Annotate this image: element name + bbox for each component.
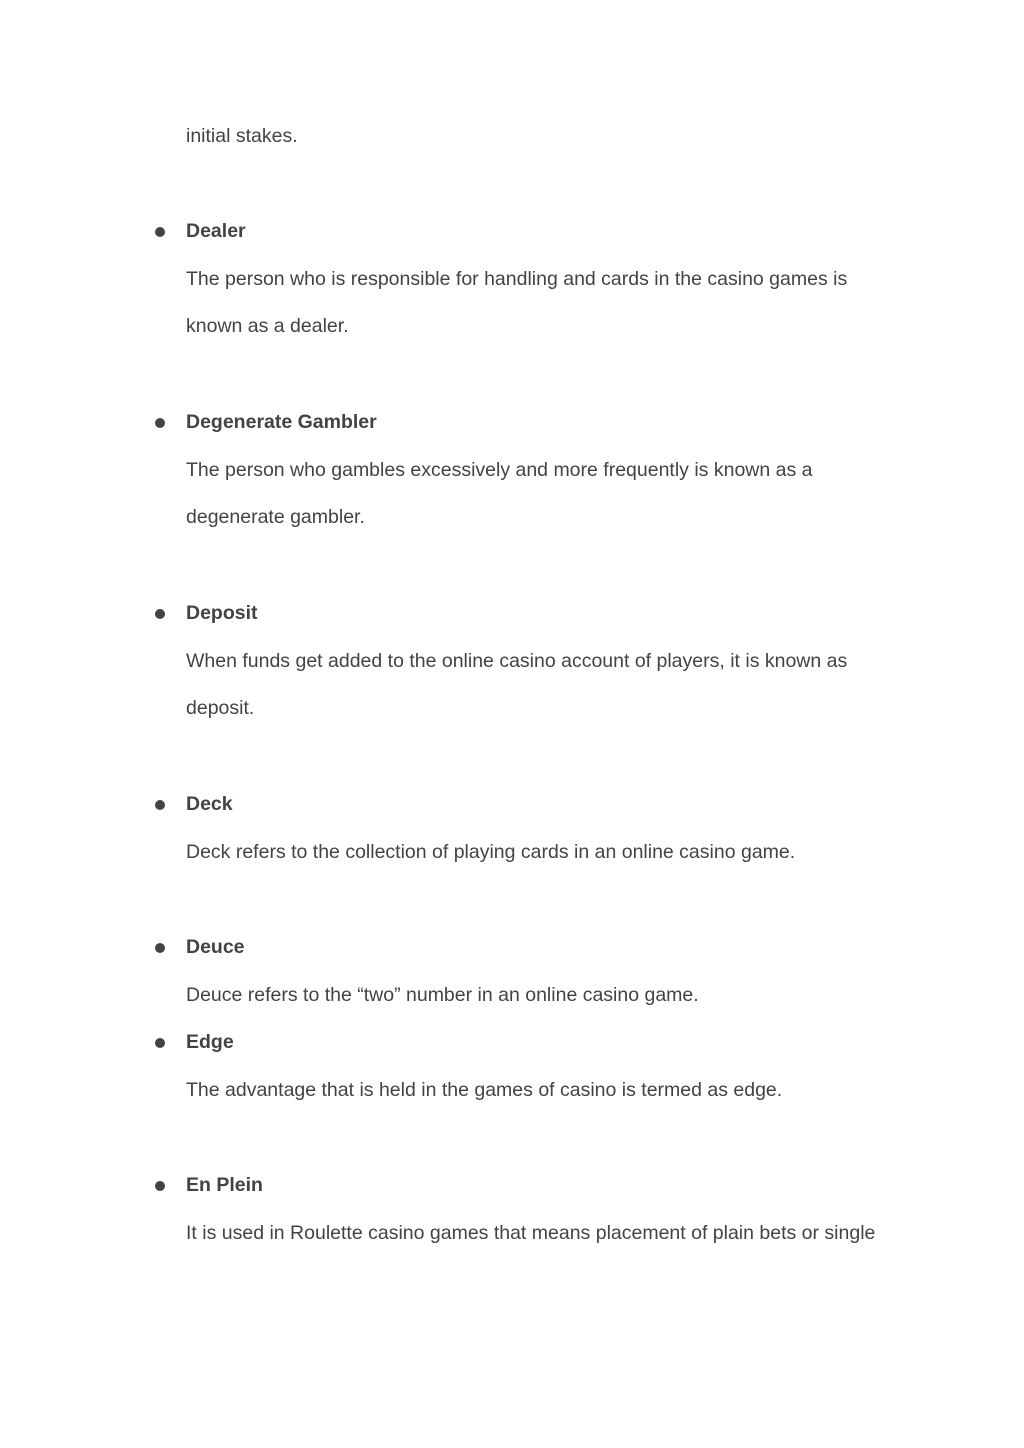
definition-line: deposit. [186, 697, 255, 719]
definition-line: The person who gambles excessively and more frequently is known as a [186, 459, 813, 481]
definition-line: When funds get added to the online casino account of players, it is known as [186, 650, 848, 672]
term-dealer: Dealer [186, 220, 246, 242]
term-edge: Edge [186, 1031, 234, 1053]
definition-line: The advantage that is held in the games of casino is termed as edge. [186, 1079, 783, 1101]
definition-line: The person who is responsible for handling and cards in the casino games is [186, 268, 848, 290]
bullet-icon [155, 943, 165, 953]
term-deposit: Deposit [186, 602, 258, 624]
bullet-icon [155, 800, 165, 810]
bullet-icon [155, 227, 165, 237]
intro-continuation-text: initial stakes. [186, 125, 298, 147]
term-degenerate-gambler: Degenerate Gambler [186, 411, 377, 433]
term-deck: Deck [186, 793, 233, 815]
bullet-icon [155, 418, 165, 428]
bullet-icon [155, 609, 165, 619]
definition-line: Deck refers to the collection of playing cards in an online casino game. [186, 841, 796, 863]
definition-line: It is used in Roulette casino games that means placement of plain bets or single [186, 1222, 876, 1244]
term-deuce: Deuce [186, 936, 245, 958]
bullet-icon [155, 1038, 165, 1048]
definition-line: known as a dealer. [186, 315, 349, 337]
term-en-plein: En Plein [186, 1174, 263, 1196]
bullet-icon [155, 1181, 165, 1191]
definition-line: Deuce refers to the “two” number in an online casino game. [186, 984, 699, 1006]
definition-line: degenerate gambler. [186, 506, 365, 528]
